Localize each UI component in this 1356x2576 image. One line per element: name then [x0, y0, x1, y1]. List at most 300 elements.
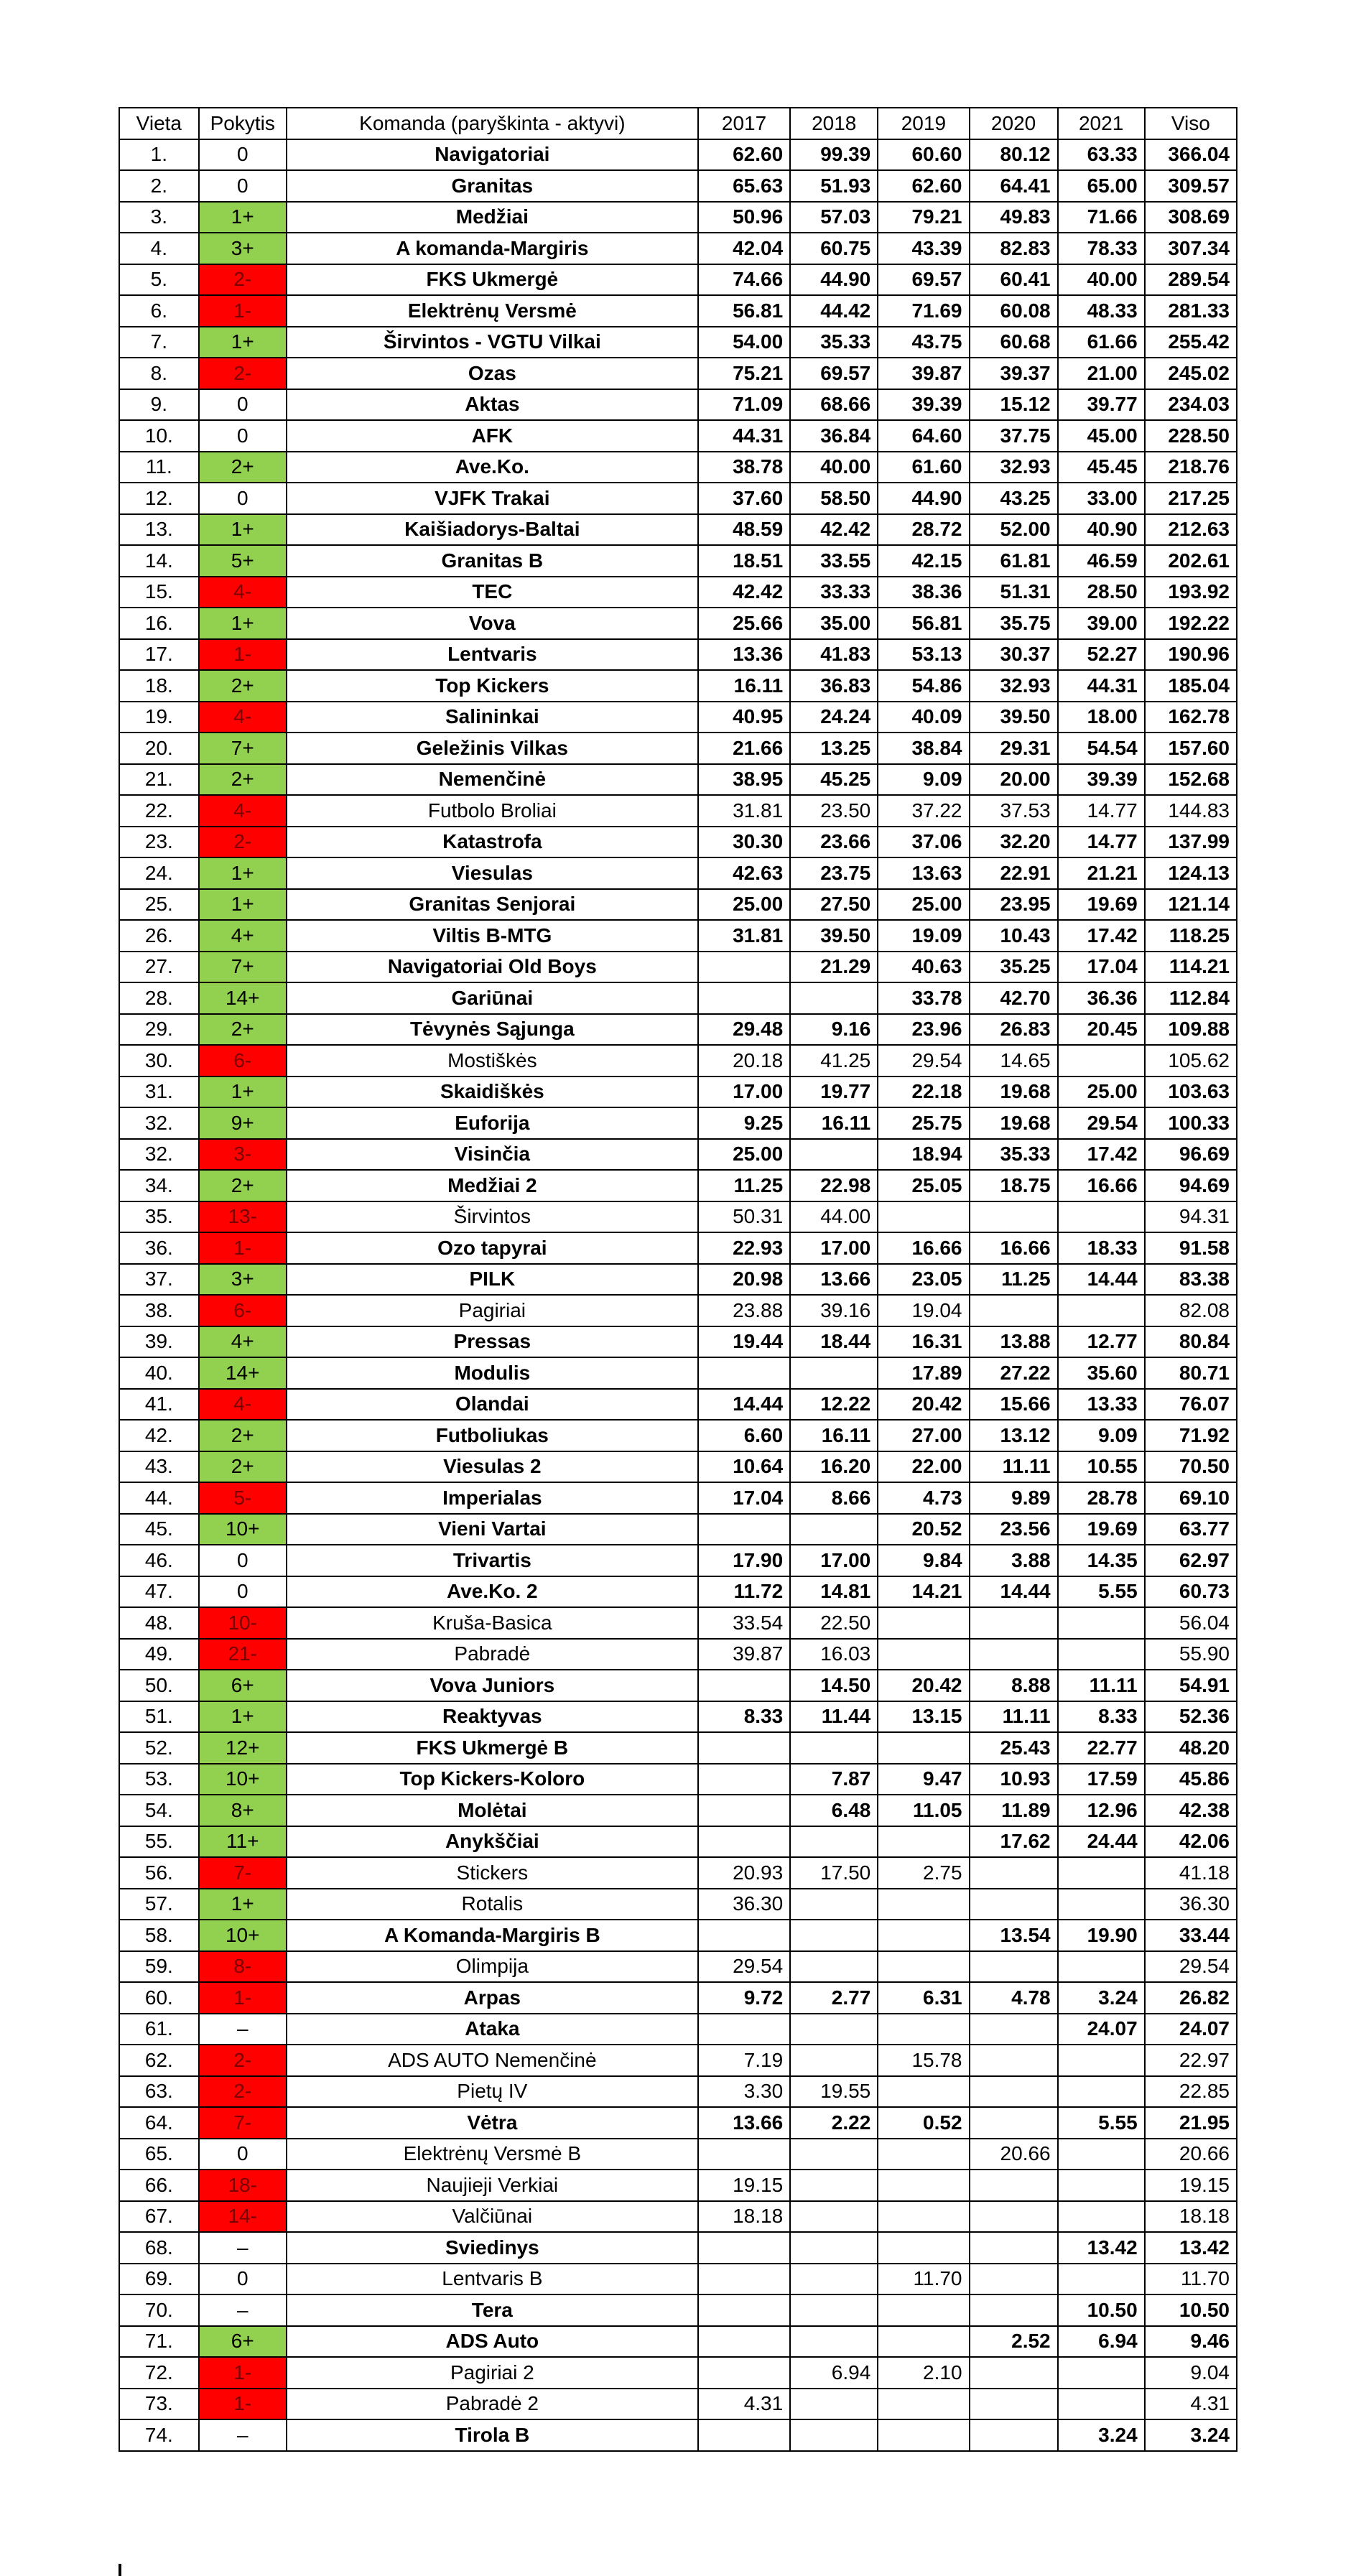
team-cell: Pabradė — [287, 1639, 698, 1670]
change-cell: 3- — [199, 1139, 287, 1171]
table-row — [119, 1451, 1237, 1483]
header-2018: 2018 — [790, 108, 878, 139]
score-2019-cell — [878, 1889, 969, 1920]
change-cell: 8- — [199, 1951, 287, 1983]
place-cell: 39. — [119, 1326, 199, 1358]
total-cell: 109.88 — [1145, 1014, 1237, 1046]
table-row — [119, 1920, 1237, 1951]
place-cell: 15. — [119, 577, 199, 608]
score-2017-cell: 22.93 — [698, 1232, 790, 1264]
score-2019-cell: 39.39 — [878, 389, 969, 421]
score-2017-cell — [698, 2014, 790, 2045]
place-cell: 46. — [119, 1545, 199, 1576]
place-cell: 32. — [119, 1139, 199, 1171]
score-2017-cell: 3.30 — [698, 2076, 790, 2108]
place-cell: 70. — [119, 2294, 199, 2326]
score-2018-cell: 57.03 — [790, 202, 878, 233]
total-cell: 33.44 — [1145, 1920, 1237, 1951]
table-row — [119, 1389, 1237, 1420]
total-cell: 202.61 — [1145, 545, 1237, 577]
place-cell: 1. — [119, 139, 199, 171]
total-cell: 80.71 — [1145, 1357, 1237, 1389]
score-2018-cell: 44.42 — [790, 295, 878, 327]
score-2021-cell: 17.42 — [1058, 1139, 1145, 1171]
score-2019-cell: 16.31 — [878, 1326, 969, 1358]
score-2018-cell: 21.29 — [790, 952, 878, 983]
score-2021-cell: 24.44 — [1058, 1826, 1145, 1858]
score-2017-cell: 20.93 — [698, 1857, 790, 1889]
score-2017-cell: 33.54 — [698, 1607, 790, 1639]
team-cell: Top Kickers-Koloro — [287, 1764, 698, 1795]
score-2017-cell: 14.44 — [698, 1389, 790, 1420]
score-2020-cell — [970, 2170, 1058, 2201]
score-2019-cell: 20.52 — [878, 1514, 969, 1545]
score-2020-cell: 52.00 — [970, 514, 1058, 546]
team-cell: Nemenčinė — [287, 764, 698, 796]
place-cell: 45. — [119, 1514, 199, 1545]
score-2021-cell: 35.60 — [1058, 1357, 1145, 1389]
score-2018-cell: 35.00 — [790, 608, 878, 639]
score-2019-cell — [878, 1826, 969, 1858]
score-2018-cell: 69.57 — [790, 358, 878, 389]
place-cell: 52. — [119, 1732, 199, 1764]
score-2021-cell: 19.69 — [1058, 889, 1145, 921]
score-2020-cell: 16.66 — [970, 1232, 1058, 1264]
score-2017-cell: 9.25 — [698, 1107, 790, 1139]
change-cell: 21- — [199, 1639, 287, 1670]
team-cell: Sviedinys — [287, 2232, 698, 2264]
place-cell: 54. — [119, 1795, 199, 1826]
score-2019-cell: 20.42 — [878, 1389, 969, 1420]
score-2017-cell: 23.88 — [698, 1295, 790, 1326]
score-2017-cell: 17.04 — [698, 1482, 790, 1514]
score-2021-cell: 11.11 — [1058, 1670, 1145, 1701]
table-row — [119, 420, 1237, 452]
total-cell: 193.92 — [1145, 577, 1237, 608]
table-row — [119, 702, 1237, 733]
total-cell: 157.60 — [1145, 733, 1237, 764]
score-2018-cell: 45.25 — [790, 764, 878, 796]
change-cell: 2+ — [199, 1451, 287, 1483]
score-2019-cell: 20.42 — [878, 1670, 969, 1701]
score-2020-cell — [970, 2045, 1058, 2076]
change-cell: 6- — [199, 1295, 287, 1326]
score-2020-cell: 51.31 — [970, 577, 1058, 608]
table-row — [119, 389, 1237, 421]
score-2021-cell — [1058, 1045, 1145, 1077]
score-2019-cell: 28.72 — [878, 514, 969, 546]
team-cell: Navigatoriai — [287, 139, 698, 171]
score-2017-cell: 4.31 — [698, 2389, 790, 2420]
score-2021-cell: 8.33 — [1058, 1701, 1145, 1733]
score-2019-cell: 39.87 — [878, 358, 969, 389]
score-2018-cell: 17.50 — [790, 1857, 878, 1889]
score-2018-cell — [790, 2201, 878, 2233]
total-cell: 234.03 — [1145, 389, 1237, 421]
score-2020-cell — [970, 2294, 1058, 2326]
change-cell: 11+ — [199, 1826, 287, 1858]
place-cell: 9. — [119, 389, 199, 421]
change-cell: 0 — [199, 170, 287, 202]
score-2017-cell — [698, 2357, 790, 2389]
change-cell: 14- — [199, 2201, 287, 2233]
score-2020-cell: 11.11 — [970, 1701, 1058, 1733]
change-cell: 1- — [199, 1232, 287, 1264]
score-2018-cell — [790, 982, 878, 1014]
table-row — [119, 2232, 1237, 2264]
team-cell: Trivartis — [287, 1545, 698, 1576]
place-cell: 38. — [119, 1295, 199, 1326]
team-cell: Molėtai — [287, 1795, 698, 1826]
table-row — [119, 1357, 1237, 1389]
score-2021-cell: 33.00 — [1058, 483, 1145, 514]
place-cell: 59. — [119, 1951, 199, 1983]
total-cell: 185.04 — [1145, 670, 1237, 702]
score-2020-cell: 26.83 — [970, 1014, 1058, 1046]
score-2021-cell: 22.77 — [1058, 1732, 1145, 1764]
score-2017-cell — [698, 2264, 790, 2295]
score-2020-cell: 17.62 — [970, 1826, 1058, 1858]
table-row — [119, 577, 1237, 608]
total-cell: 13.42 — [1145, 2232, 1237, 2264]
place-cell: 17. — [119, 639, 199, 671]
table-row — [119, 2294, 1237, 2326]
score-2018-cell: 14.81 — [790, 1576, 878, 1608]
score-2017-cell: 19.15 — [698, 2170, 790, 2201]
score-2020-cell: 23.56 — [970, 1514, 1058, 1545]
team-cell: Pietų IV — [287, 2076, 698, 2108]
score-2021-cell — [1058, 1607, 1145, 1639]
score-2021-cell: 6.94 — [1058, 2326, 1145, 2358]
score-2021-cell: 14.77 — [1058, 795, 1145, 827]
place-cell: 64. — [119, 2107, 199, 2139]
score-2021-cell: 13.42 — [1058, 2232, 1145, 2264]
score-2019-cell — [878, 1920, 969, 1951]
header-2020: 2020 — [970, 108, 1058, 139]
score-2019-cell — [878, 1951, 969, 1983]
score-2020-cell: 29.31 — [970, 733, 1058, 764]
score-2019-cell: 16.66 — [878, 1232, 969, 1264]
score-2017-cell: 40.95 — [698, 702, 790, 733]
score-2019-cell: 79.21 — [878, 202, 969, 233]
team-cell: Euforija — [287, 1107, 698, 1139]
score-2019-cell: 53.13 — [878, 639, 969, 671]
score-2017-cell: 21.66 — [698, 733, 790, 764]
table-row — [119, 1170, 1237, 1201]
change-cell: 7- — [199, 2107, 287, 2139]
team-cell: FKS Ukmergė — [287, 264, 698, 296]
total-cell: 52.36 — [1145, 1701, 1237, 1733]
score-2021-cell: 14.77 — [1058, 827, 1145, 858]
place-cell: 51. — [119, 1701, 199, 1733]
total-cell: 94.31 — [1145, 1201, 1237, 1233]
score-2018-cell: 16.20 — [790, 1451, 878, 1483]
total-cell: 218.76 — [1145, 452, 1237, 483]
score-2020-cell: 20.00 — [970, 764, 1058, 796]
score-2020-cell: 14.65 — [970, 1045, 1058, 1077]
score-2020-cell: 22.91 — [970, 857, 1058, 889]
table-row — [119, 1576, 1237, 1608]
score-2017-cell — [698, 1357, 790, 1389]
score-2017-cell: 9.72 — [698, 1982, 790, 2014]
table-row — [119, 2201, 1237, 2233]
score-2020-cell: 32.20 — [970, 827, 1058, 858]
score-2020-cell: 14.44 — [970, 1576, 1058, 1608]
total-cell: 4.31 — [1145, 2389, 1237, 2420]
score-2017-cell: 29.48 — [698, 1014, 790, 1046]
score-2020-cell: 4.78 — [970, 1982, 1058, 2014]
table-row — [119, 1045, 1237, 1077]
place-cell: 14. — [119, 545, 199, 577]
score-2020-cell: 39.37 — [970, 358, 1058, 389]
place-cell: 23. — [119, 827, 199, 858]
score-2017-cell: 75.21 — [698, 358, 790, 389]
score-2018-cell — [790, 2389, 878, 2420]
total-cell: 24.07 — [1145, 2014, 1237, 2045]
score-2017-cell: 74.66 — [698, 264, 790, 296]
team-cell: Tera — [287, 2294, 698, 2326]
change-cell: 1+ — [199, 202, 287, 233]
total-cell: 76.07 — [1145, 1389, 1237, 1420]
place-cell: 44. — [119, 1482, 199, 1514]
table-row — [119, 827, 1237, 858]
change-cell: 2+ — [199, 1170, 287, 1201]
table-row — [119, 1826, 1237, 1858]
table-row — [119, 1482, 1237, 1514]
score-2019-cell: 4.73 — [878, 1482, 969, 1514]
score-2017-cell: 13.36 — [698, 639, 790, 671]
team-cell: Futbolo Broliai — [287, 795, 698, 827]
team-cell: Aktas — [287, 389, 698, 421]
score-2021-cell — [1058, 1889, 1145, 1920]
change-cell: 18- — [199, 2170, 287, 2201]
table-row — [119, 1670, 1237, 1701]
score-2018-cell: 23.66 — [790, 827, 878, 858]
score-2020-cell: 35.75 — [970, 608, 1058, 639]
table-row — [119, 1514, 1237, 1545]
place-cell: 19. — [119, 702, 199, 733]
score-2019-cell: 0.52 — [878, 2107, 969, 2139]
score-2021-cell: 39.00 — [1058, 608, 1145, 639]
score-2021-cell — [1058, 2201, 1145, 2233]
score-2020-cell — [970, 2232, 1058, 2264]
score-2019-cell: 9.09 — [878, 764, 969, 796]
total-cell: 45.86 — [1145, 1764, 1237, 1795]
total-cell: 112.84 — [1145, 982, 1237, 1014]
score-2021-cell: 45.45 — [1058, 452, 1145, 483]
place-cell: 31. — [119, 1077, 199, 1108]
score-2020-cell — [970, 1857, 1058, 1889]
place-cell: 37. — [119, 1264, 199, 1296]
score-2019-cell: 27.00 — [878, 1420, 969, 1451]
score-2017-cell — [698, 2294, 790, 2326]
team-cell: Navigatoriai Old Boys — [287, 952, 698, 983]
score-2018-cell: 13.66 — [790, 1264, 878, 1296]
score-2021-cell — [1058, 1639, 1145, 1670]
score-2018-cell: 36.83 — [790, 670, 878, 702]
score-2020-cell: 2.52 — [970, 2326, 1058, 2358]
change-cell: 2+ — [199, 452, 287, 483]
score-2019-cell: 43.39 — [878, 233, 969, 264]
score-2021-cell: 46.59 — [1058, 545, 1145, 577]
change-cell: 1+ — [199, 608, 287, 639]
score-2021-cell — [1058, 1857, 1145, 1889]
change-cell: 1+ — [199, 857, 287, 889]
score-2020-cell: 35.25 — [970, 952, 1058, 983]
score-2021-cell: 17.04 — [1058, 952, 1145, 983]
place-cell: 24. — [119, 857, 199, 889]
table-row — [119, 1139, 1237, 1171]
change-cell: 14+ — [199, 1357, 287, 1389]
score-2021-cell: 54.54 — [1058, 733, 1145, 764]
table-row — [119, 2264, 1237, 2295]
change-cell: 4+ — [199, 1326, 287, 1358]
score-2017-cell — [698, 1670, 790, 1701]
change-cell: 14+ — [199, 982, 287, 1014]
score-2018-cell: 23.75 — [790, 857, 878, 889]
score-2018-cell: 9.16 — [790, 1014, 878, 1046]
total-cell: 105.62 — [1145, 1045, 1237, 1077]
score-2018-cell: 13.25 — [790, 733, 878, 764]
team-cell: Pagiriai — [287, 1295, 698, 1326]
score-2021-cell: 10.50 — [1058, 2294, 1145, 2326]
place-cell: 28. — [119, 982, 199, 1014]
team-cell: Imperialas — [287, 1482, 698, 1514]
score-2018-cell: 16.11 — [790, 1420, 878, 1451]
score-2020-cell: 15.12 — [970, 389, 1058, 421]
change-cell: 0 — [199, 139, 287, 171]
place-cell: 41. — [119, 1389, 199, 1420]
table-row — [119, 514, 1237, 546]
score-2018-cell: 2.77 — [790, 1982, 878, 2014]
score-2021-cell: 36.36 — [1058, 982, 1145, 1014]
score-2017-cell: 17.90 — [698, 1545, 790, 1576]
place-cell: 6. — [119, 295, 199, 327]
score-2019-cell — [878, 2326, 969, 2358]
team-cell: Viltis B-MTG — [287, 920, 698, 952]
score-2019-cell: 38.36 — [878, 577, 969, 608]
score-2018-cell — [790, 1951, 878, 1983]
score-2018-cell — [790, 1889, 878, 1920]
score-2018-cell: 27.50 — [790, 889, 878, 921]
score-2018-cell: 44.90 — [790, 264, 878, 296]
total-cell: 3.24 — [1145, 2419, 1237, 2451]
score-2018-cell — [790, 2294, 878, 2326]
score-2018-cell — [790, 2045, 878, 2076]
score-2020-cell — [970, 1607, 1058, 1639]
score-2019-cell — [878, 2419, 969, 2451]
team-cell: ADS Auto — [287, 2326, 698, 2358]
team-cell: Ave.Ko. — [287, 452, 698, 483]
total-cell: 124.13 — [1145, 857, 1237, 889]
team-cell: Rotalis — [287, 1889, 698, 1920]
change-cell: 6+ — [199, 2326, 287, 2358]
score-2020-cell: 39.50 — [970, 702, 1058, 733]
score-2020-cell: 11.89 — [970, 1795, 1058, 1826]
table-row — [119, 1701, 1237, 1733]
table-row — [119, 452, 1237, 483]
score-2018-cell: 22.50 — [790, 1607, 878, 1639]
score-2020-cell: 19.68 — [970, 1107, 1058, 1139]
change-cell: 2- — [199, 264, 287, 296]
score-2019-cell: 23.05 — [878, 1264, 969, 1296]
table-row — [119, 139, 1237, 171]
score-2021-cell: 40.90 — [1058, 514, 1145, 546]
score-2019-cell: 62.60 — [878, 170, 969, 202]
table-row — [119, 639, 1237, 671]
total-cell: 62.97 — [1145, 1545, 1237, 1576]
place-cell: 16. — [119, 608, 199, 639]
total-cell: 212.63 — [1145, 514, 1237, 546]
team-cell: Viesulas — [287, 857, 698, 889]
score-2019-cell: 38.84 — [878, 733, 969, 764]
score-2018-cell: 16.11 — [790, 1107, 878, 1139]
place-cell: 4. — [119, 233, 199, 264]
score-2017-cell: 25.00 — [698, 1139, 790, 1171]
team-cell: VJFK Trakai — [287, 483, 698, 514]
header-place: Vieta — [119, 108, 199, 139]
place-cell: 43. — [119, 1451, 199, 1483]
change-cell: – — [199, 2232, 287, 2264]
total-cell: 307.34 — [1145, 233, 1237, 264]
place-cell: 7. — [119, 327, 199, 358]
team-cell: Naujieji Verkiai — [287, 2170, 698, 2201]
score-2021-cell — [1058, 2139, 1145, 2170]
total-cell: 10.50 — [1145, 2294, 1237, 2326]
score-2021-cell: 25.00 — [1058, 1077, 1145, 1108]
total-cell: 255.42 — [1145, 327, 1237, 358]
place-cell: 53. — [119, 1764, 199, 1795]
place-cell: 27. — [119, 952, 199, 983]
score-2019-cell: 23.96 — [878, 1014, 969, 1046]
score-2017-cell: 54.00 — [698, 327, 790, 358]
table-row — [119, 264, 1237, 296]
total-cell: 190.96 — [1145, 639, 1237, 671]
team-cell: Granitas B — [287, 545, 698, 577]
score-2021-cell: 39.39 — [1058, 764, 1145, 796]
place-cell: 56. — [119, 1857, 199, 1889]
team-cell: Arpas — [287, 1982, 698, 2014]
score-2019-cell: 25.75 — [878, 1107, 969, 1139]
score-2021-cell: 28.78 — [1058, 1482, 1145, 1514]
place-cell: 62. — [119, 2045, 199, 2076]
place-cell: 42. — [119, 1420, 199, 1451]
score-2018-cell — [790, 2232, 878, 2264]
team-cell: Medžiai 2 — [287, 1170, 698, 1201]
score-2019-cell: 61.60 — [878, 452, 969, 483]
table-row — [119, 1795, 1237, 1826]
score-2017-cell — [698, 1920, 790, 1951]
score-2020-cell — [970, 2264, 1058, 2295]
total-cell: 192.22 — [1145, 608, 1237, 639]
total-cell: 18.18 — [1145, 2201, 1237, 2233]
page-edge-line — [119, 2564, 121, 2576]
score-2018-cell: 60.75 — [790, 233, 878, 264]
score-2018-cell: 6.48 — [790, 1795, 878, 1826]
team-cell: Viesulas 2 — [287, 1451, 698, 1483]
score-2021-cell — [1058, 1295, 1145, 1326]
score-2021-cell — [1058, 1951, 1145, 1983]
place-cell: 36. — [119, 1232, 199, 1264]
score-2021-cell: 3.24 — [1058, 1982, 1145, 2014]
change-cell: 0 — [199, 2139, 287, 2170]
score-2020-cell: 13.54 — [970, 1920, 1058, 1951]
place-cell: 55. — [119, 1826, 199, 1858]
score-2017-cell: 36.30 — [698, 1889, 790, 1920]
score-2020-cell: 30.37 — [970, 639, 1058, 671]
score-2021-cell — [1058, 2389, 1145, 2420]
score-2019-cell: 22.18 — [878, 1077, 969, 1108]
